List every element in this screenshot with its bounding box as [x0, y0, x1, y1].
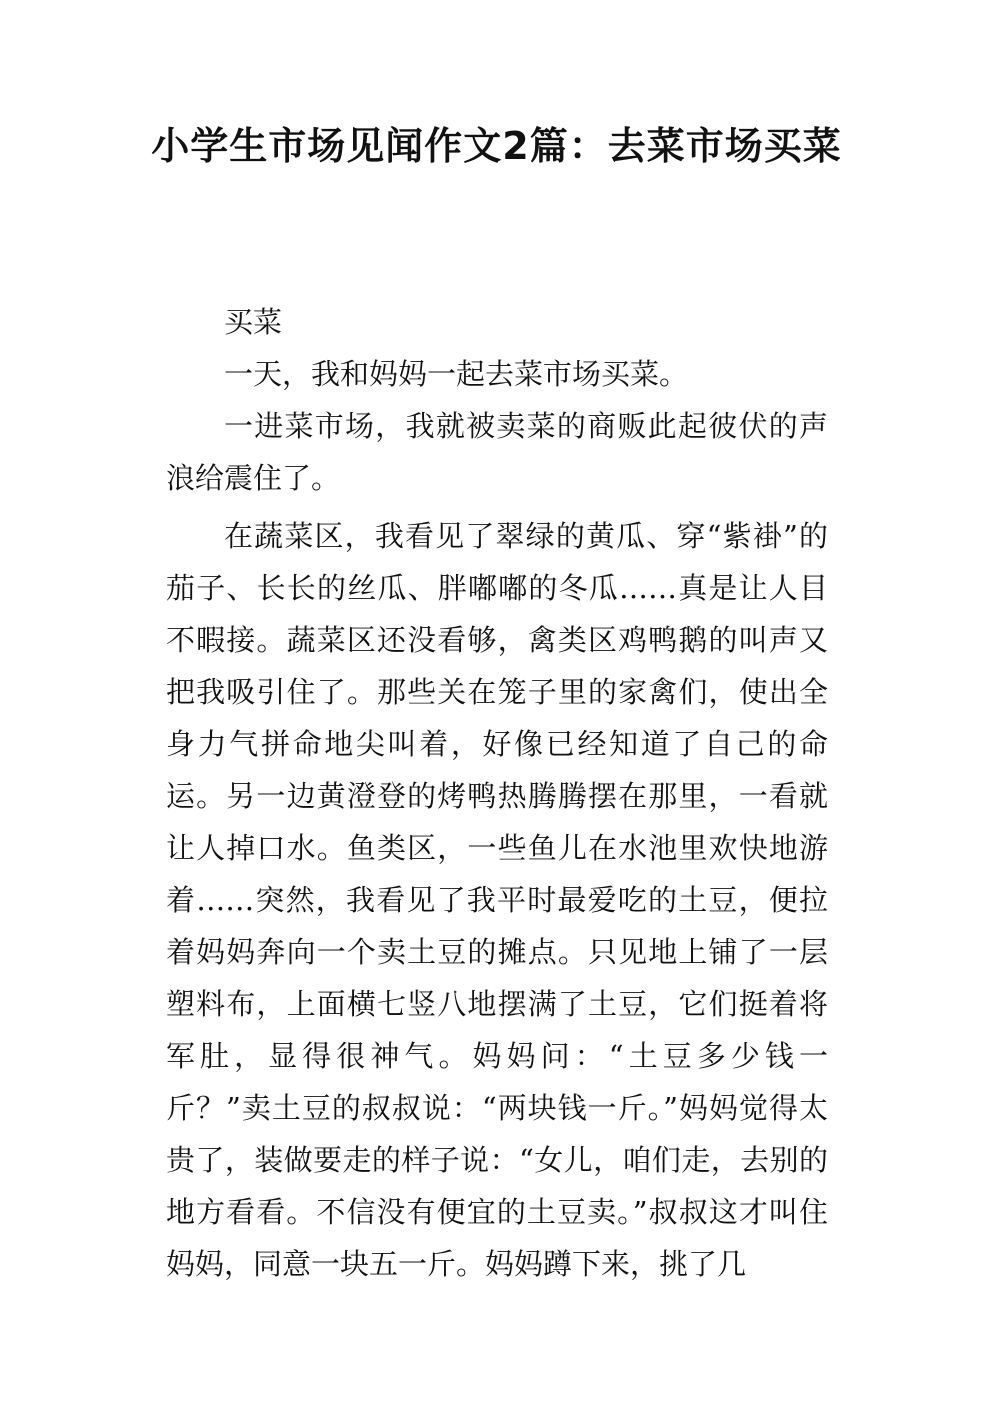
document-title: 小学生市场见闻作文2篇：去菜市场买菜 — [151, 124, 842, 168]
document-body — [166, 296, 828, 1290]
paragraph: 一进菜市场，我就被卖菜的商贩此起彼伏的声浪给震住了。 — [166, 409, 828, 495]
paragraph-heading: 买菜 — [224, 305, 283, 339]
paragraph: 一天，我和妈妈一起去菜市场买菜。 — [224, 357, 689, 391]
paragraph: 在蔬菜区，我看见了翠绿的黄瓜、穿“紫褂”的茄子、长长的丝瓜、胖嘟嘟的冬瓜……真是让人目不暇接。蔬菜区还没看够，禽类区鸡鸭鹅的叫声又把我吸引住了。那些关在笼子里的家禽们，使出全身力气拼命地尖叫着，好像已经知道了自己的命运。另一边黄澄登的烤鸭热腾腾摆在那里，一看就让人掉口水。鱼类区，一些鱼儿在水池里欢快地游着……突然，我看见了我平时最爱吃的土豆，便拉着妈妈奔向一个卖土豆的摊点。只见地上铺了一层塑料布，上面横七竖八地摆满了土豆，它们挺着将军肚，显得很神气。妈妈问：“土豆多少钱一斤？”卖土豆的叔叔说：“两块钱一斤。”妈妈觉得太贵了，装做要走的样子说：“女儿，咱们走，去别的地方看看。不信没有便宜的土豆卖。”叔叔这才叫住妈妈，同意一块五一斤。妈妈蹲下来，挑了几 — [166, 519, 828, 1281]
